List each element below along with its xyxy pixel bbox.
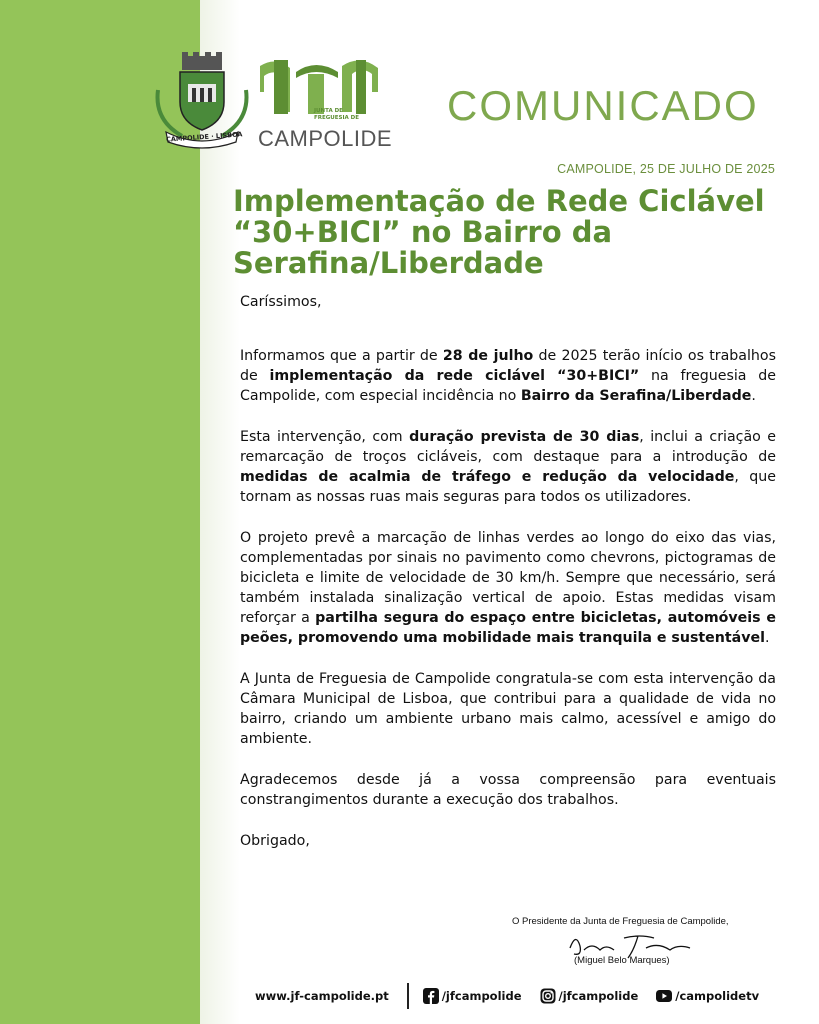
paragraph-5: Agradecemos desde já a vossa compreensão para eventuais constrangimentos durante a execução dos trabalhos. — [240, 772, 776, 808]
facebook-icon — [423, 988, 439, 1004]
bar-fade — [200, 0, 240, 1024]
website-link[interactable]: www.jf-campolide.pt — [255, 989, 389, 1003]
footer-divider — [407, 983, 409, 1009]
paragraph-2: Esta intervenção, com duração prevista de 30 dias, inclui a criação e remarcação de troços cicláveis, com destaque para a introdução de medidas de acalmia de tráfego e redução da velocidade, que tornam as nossas ruas mais seguras para todos os utilizadores. — [240, 429, 776, 505]
logo-small-text: JUNTA DE FREGUESIA DE — [314, 108, 359, 121]
left-green-bar — [0, 0, 200, 1024]
paragraph-4: A Junta de Freguesia de Campolide congratula-se com esta intervenção da Câmara Municipal de Lisboa, que contribui para a qualidade de vida no bairro, criando um ambiente urbano mais calmo, acessível e amigo do ambiente. — [240, 671, 776, 747]
comunicado-heading: COMUNICADO — [447, 82, 759, 129]
signature-caption: O Presidente da Junta de Freguesia de Campolide, — [512, 916, 729, 927]
instagram-handle: /jfcampolide — [558, 989, 639, 1003]
paragraph-3: O projeto prevê a marcação de linhas verdes ao longo do eixo das vias, complementadas por sinais no pavimento como chevrons, pictogramas de bicicleta e limite de velocidade de 30 km/h. Sempre que necessário, será também instalada sinalização vertical de apoio. Estas medidas visam reforçar a partilha segura do espaço entre bicicletas, automóveis e peões, promovendo uma mobilidade mais tranquila e sustentável. — [240, 530, 776, 646]
instagram-icon — [540, 988, 556, 1004]
date-line: CAMPOLIDE, 25 DE JULHO DE 2025 — [557, 162, 775, 176]
footer — [255, 984, 777, 1008]
facebook-link[interactable] — [423, 988, 522, 1004]
instagram-link[interactable] — [540, 988, 639, 1004]
youtube-handle: /campolidetv — [675, 989, 760, 1003]
signature-name: (Miguel Belo Marques) — [574, 955, 670, 966]
youtube-icon — [656, 988, 672, 1004]
paragraph-1: Informamos que a partir de 28 de julho de 2025 terão início os trabalhos de implementação da rede ciclável “30+BICI” na freguesia de Campolide, com especial incidência no Bairro da Serafina/Liberdade. — [240, 348, 777, 404]
facebook-handle: /jfcampolide — [441, 989, 522, 1003]
closing: Obrigado, — [240, 833, 310, 849]
letter-body — [240, 292, 776, 872]
logo-name: CAMPOLIDE — [258, 126, 393, 151]
youtube-link[interactable] — [656, 988, 759, 1004]
coat-of-arms-text: CAMPOLIDE · LISBOA — [165, 130, 243, 144]
page-title: Implementação de Rede Ciclável “30+BICI” no Bairro da Serafina/Liberdade — [233, 184, 765, 280]
greeting: Caríssimos, — [240, 294, 322, 310]
